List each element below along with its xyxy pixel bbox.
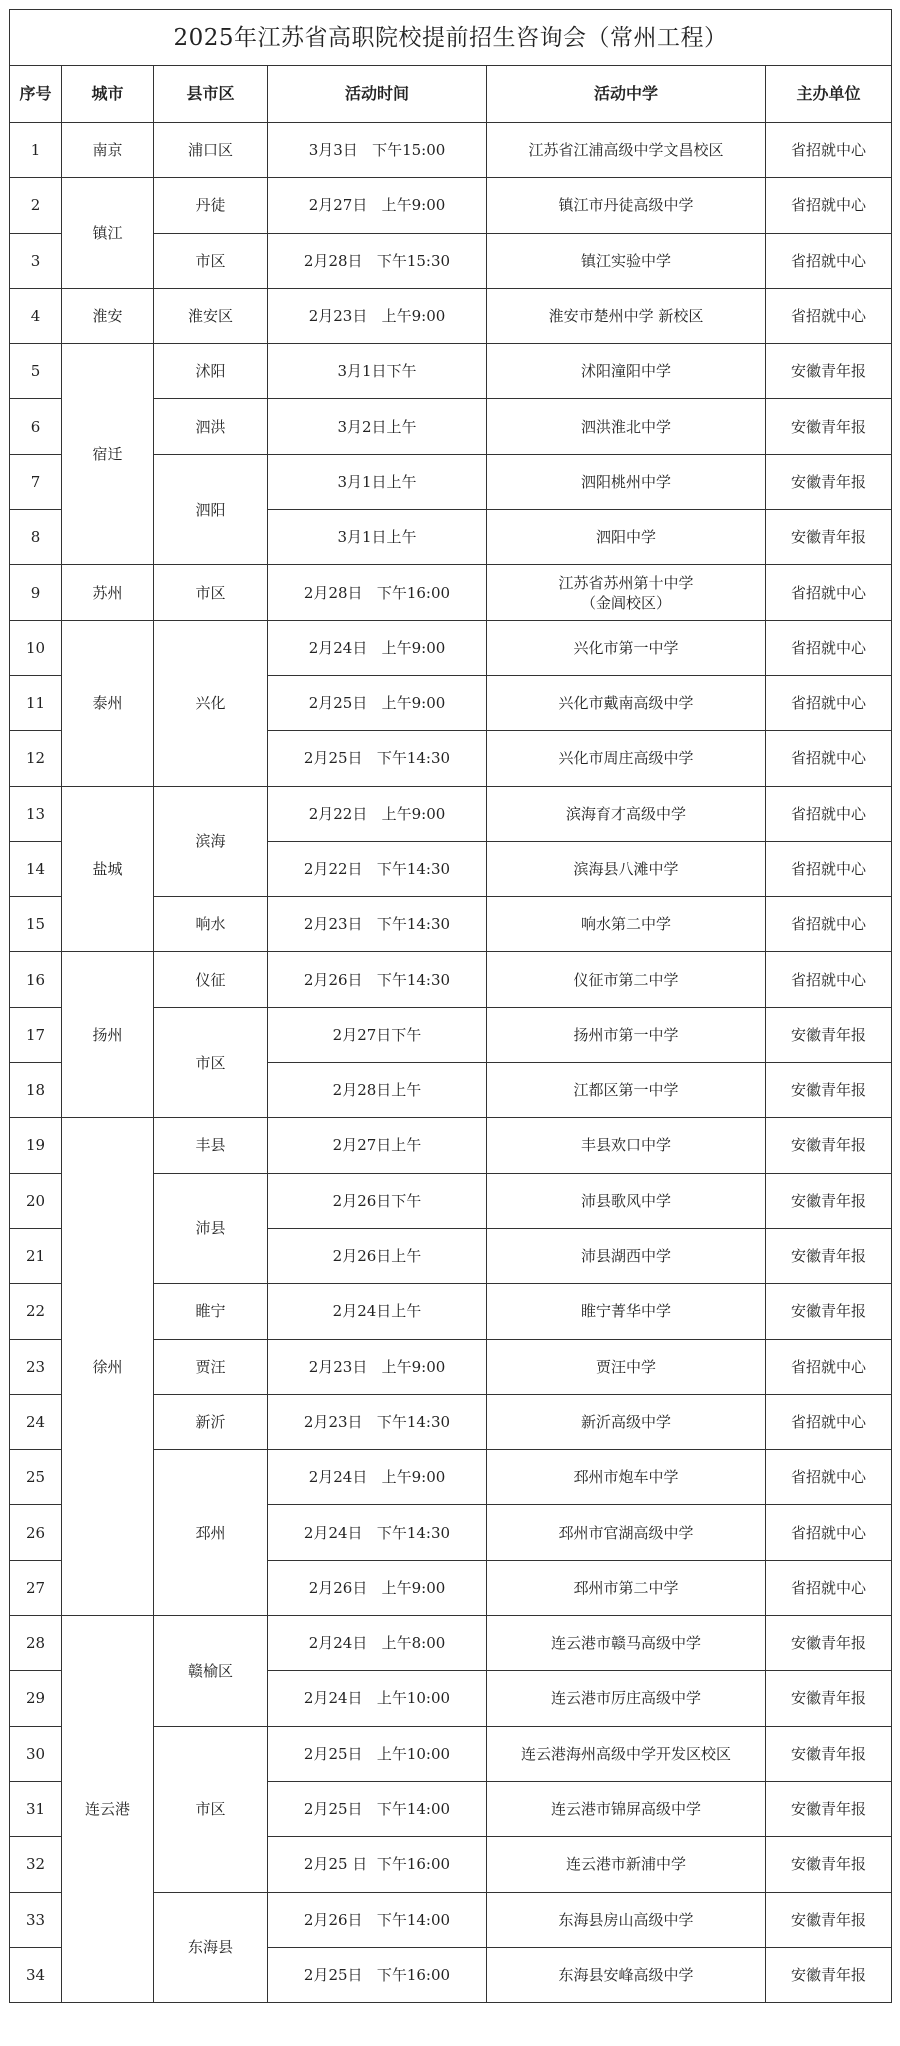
table-row [10, 1616, 892, 1671]
organizer: 省招就中心 [766, 952, 892, 1007]
school-name: 连云港市新浦中学 [487, 1837, 766, 1892]
table-row [10, 288, 892, 343]
school-name: 泗洪淮北中学 [487, 399, 766, 454]
table-row [10, 123, 892, 178]
school-name: 邳州市官湖高级中学 [487, 1505, 766, 1560]
row-number: 7 [10, 454, 62, 509]
organizer: 省招就中心 [766, 841, 892, 896]
school-name: 沭阳潼阳中学 [487, 344, 766, 399]
district-cell: 邳州 [154, 1450, 268, 1616]
district-cell: 淮安区 [154, 288, 268, 343]
table-row [10, 344, 892, 399]
district-cell: 沭阳 [154, 344, 268, 399]
header-time: 活动时间 [268, 66, 487, 123]
activity-time: 2月27日下午 [268, 1007, 487, 1062]
row-number: 26 [10, 1505, 62, 1560]
school-name: 仪征市第二中学 [487, 952, 766, 1007]
school-name: 新沂高级中学 [487, 1394, 766, 1449]
district-cell: 东海县 [154, 1892, 268, 2003]
district-cell: 泗阳 [154, 454, 268, 565]
activity-time: 2月24日 下午14:30 [268, 1505, 487, 1560]
activity-time: 2月25日 上午9:00 [268, 675, 487, 730]
school-name: 沛县湖西中学 [487, 1228, 766, 1283]
district-cell: 市区 [154, 565, 268, 620]
activity-time: 2月23日 下午14:30 [268, 897, 487, 952]
row-number: 24 [10, 1394, 62, 1449]
row-number: 18 [10, 1063, 62, 1118]
school-name: 连云港市赣马高级中学 [487, 1616, 766, 1671]
organizer: 安徽青年报 [766, 1947, 892, 2002]
row-number: 30 [10, 1726, 62, 1781]
school-name: 江苏省江浦高级中学文昌校区 [487, 123, 766, 178]
row-number: 22 [10, 1284, 62, 1339]
district-cell: 浦口区 [154, 123, 268, 178]
district-cell: 响水 [154, 897, 268, 952]
organizer: 省招就中心 [766, 178, 892, 233]
organizer: 省招就中心 [766, 233, 892, 288]
row-number: 23 [10, 1339, 62, 1394]
activity-time: 2月26日下午 [268, 1173, 487, 1228]
row-number: 33 [10, 1892, 62, 1947]
activity-time: 2月24日 上午9:00 [268, 620, 487, 675]
schedule-table [9, 9, 892, 2003]
activity-time: 2月22日 下午14:30 [268, 841, 487, 896]
organizer: 安徽青年报 [766, 1781, 892, 1836]
activity-time: 2月24日 上午8:00 [268, 1616, 487, 1671]
organizer: 省招就中心 [766, 620, 892, 675]
school-name: 睢宁菁华中学 [487, 1284, 766, 1339]
activity-time: 3月1日上午 [268, 454, 487, 509]
activity-time: 3月3日 下午15:00 [268, 123, 487, 178]
row-number: 3 [10, 233, 62, 288]
school-name: 邳州市炮车中学 [487, 1450, 766, 1505]
row-number: 25 [10, 1450, 62, 1505]
district-cell: 丰县 [154, 1118, 268, 1173]
organizer: 安徽青年报 [766, 510, 892, 565]
organizer: 安徽青年报 [766, 1228, 892, 1283]
school-name: 江都区第一中学 [487, 1063, 766, 1118]
header-city: 城市 [62, 66, 154, 123]
row-number: 6 [10, 399, 62, 454]
organizer: 省招就中心 [766, 1394, 892, 1449]
row-number: 20 [10, 1173, 62, 1228]
table-row [10, 1118, 892, 1173]
row-number: 31 [10, 1781, 62, 1836]
organizer: 安徽青年报 [766, 1284, 892, 1339]
activity-time: 2月24日上午 [268, 1284, 487, 1339]
organizer: 省招就中心 [766, 123, 892, 178]
row-number: 5 [10, 344, 62, 399]
organizer: 安徽青年报 [766, 1063, 892, 1118]
district-cell: 兴化 [154, 620, 268, 786]
school-name: 扬州市第一中学 [487, 1007, 766, 1062]
row-number: 21 [10, 1228, 62, 1283]
district-cell: 赣榆区 [154, 1616, 268, 1727]
row-number: 16 [10, 952, 62, 1007]
school-name: 贾汪中学 [487, 1339, 766, 1394]
district-cell: 市区 [154, 1007, 268, 1118]
row-number: 4 [10, 288, 62, 343]
row-number: 32 [10, 1837, 62, 1892]
activity-time: 2月28日上午 [268, 1063, 487, 1118]
activity-time: 3月2日上午 [268, 399, 487, 454]
organizer: 安徽青年报 [766, 1007, 892, 1062]
activity-time: 2月26日上午 [268, 1228, 487, 1283]
organizer: 安徽青年报 [766, 1892, 892, 1947]
city-cell: 南京 [62, 123, 154, 178]
row-number: 19 [10, 1118, 62, 1173]
activity-time: 3月1日上午 [268, 510, 487, 565]
district-cell: 滨海 [154, 786, 268, 897]
activity-time: 2月23日 下午14:30 [268, 1394, 487, 1449]
organizer: 省招就中心 [766, 786, 892, 841]
school-name: 镇江实验中学 [487, 233, 766, 288]
activity-time: 2月23日 上午9:00 [268, 1339, 487, 1394]
organizer: 省招就中心 [766, 1505, 892, 1560]
school-name: 淮安市楚州中学 新校区 [487, 288, 766, 343]
district-cell: 市区 [154, 233, 268, 288]
table-body [10, 123, 892, 2003]
district-cell: 贾汪 [154, 1339, 268, 1394]
city-cell: 镇江 [62, 178, 154, 289]
city-cell: 淮安 [62, 288, 154, 343]
activity-time: 2月25日 下午16:00 [268, 1947, 487, 2002]
organizer: 安徽青年报 [766, 1671, 892, 1726]
city-cell: 宿迁 [62, 344, 154, 565]
header-school: 活动中学 [487, 66, 766, 123]
activity-time: 2月26日 上午9:00 [268, 1560, 487, 1615]
header-seq: 序号 [10, 66, 62, 123]
school-name: 兴化市第一中学 [487, 620, 766, 675]
district-cell: 丹徒 [154, 178, 268, 233]
school-name: 响水第二中学 [487, 897, 766, 952]
row-number: 12 [10, 731, 62, 786]
row-number: 15 [10, 897, 62, 952]
activity-time: 2月24日 上午10:00 [268, 1671, 487, 1726]
school-name: 连云港海州高级中学开发区校区 [487, 1726, 766, 1781]
activity-time: 2月28日 下午15:30 [268, 233, 487, 288]
row-number: 29 [10, 1671, 62, 1726]
activity-time: 2月25日 下午14:00 [268, 1781, 487, 1836]
city-cell: 扬州 [62, 952, 154, 1118]
city-cell: 徐州 [62, 1118, 154, 1616]
organizer: 省招就中心 [766, 565, 892, 620]
organizer: 安徽青年报 [766, 1726, 892, 1781]
organizer: 省招就中心 [766, 897, 892, 952]
organizer: 安徽青年报 [766, 1616, 892, 1671]
table-title: 2025年江苏省高职院校提前招生咨询会（常州工程） [10, 10, 892, 66]
school-name: 镇江市丹徒高级中学 [487, 178, 766, 233]
activity-time: 2月27日 上午9:00 [268, 178, 487, 233]
organizer: 省招就中心 [766, 1560, 892, 1615]
city-cell: 苏州 [62, 565, 154, 620]
district-cell: 新沂 [154, 1394, 268, 1449]
school-name: 泗阳桃州中学 [487, 454, 766, 509]
city-cell: 连云港 [62, 1616, 154, 2003]
organizer: 安徽青年报 [766, 1173, 892, 1228]
city-cell: 泰州 [62, 620, 154, 786]
row-number: 11 [10, 675, 62, 730]
school-name: 滨海育才高级中学 [487, 786, 766, 841]
activity-time: 2月25日 上午10:00 [268, 1726, 487, 1781]
header-organizer: 主办单位 [766, 66, 892, 123]
row-number: 17 [10, 1007, 62, 1062]
organizer: 安徽青年报 [766, 399, 892, 454]
school-name: 泗阳中学 [487, 510, 766, 565]
header-district: 县市区 [154, 66, 268, 123]
district-cell: 睢宁 [154, 1284, 268, 1339]
organizer: 省招就中心 [766, 675, 892, 730]
organizer: 省招就中心 [766, 288, 892, 343]
school-name: 沛县歌风中学 [487, 1173, 766, 1228]
row-number: 28 [10, 1616, 62, 1671]
table-row [10, 786, 892, 841]
activity-time: 2月25 日 下午16:00 [268, 1837, 487, 1892]
organizer: 省招就中心 [766, 731, 892, 786]
table-row [10, 178, 892, 233]
school-name: 江苏省苏州第十中学 （金阊校区） [487, 565, 766, 620]
school-name: 兴化市周庄高级中学 [487, 731, 766, 786]
district-cell: 市区 [154, 1726, 268, 1892]
school-name: 滨海县八滩中学 [487, 841, 766, 896]
school-name: 丰县欢口中学 [487, 1118, 766, 1173]
activity-time: 2月22日 上午9:00 [268, 786, 487, 841]
activity-time: 2月24日 上午9:00 [268, 1450, 487, 1505]
school-name: 兴化市戴南高级中学 [487, 675, 766, 730]
activity-time: 2月28日 下午16:00 [268, 565, 487, 620]
row-number: 10 [10, 620, 62, 675]
row-number: 2 [10, 178, 62, 233]
row-number: 14 [10, 841, 62, 896]
organizer: 安徽青年报 [766, 1837, 892, 1892]
activity-time: 2月27日上午 [268, 1118, 487, 1173]
activity-time: 2月25日 下午14:30 [268, 731, 487, 786]
row-number: 9 [10, 565, 62, 620]
district-cell: 泗洪 [154, 399, 268, 454]
table-row [10, 952, 892, 1007]
activity-time: 2月23日 上午9:00 [268, 288, 487, 343]
city-cell: 盐城 [62, 786, 154, 952]
table-row [10, 565, 892, 620]
school-name: 东海县房山高级中学 [487, 1892, 766, 1947]
school-name: 连云港市锦屏高级中学 [487, 1781, 766, 1836]
activity-time: 3月1日下午 [268, 344, 487, 399]
school-name: 东海县安峰高级中学 [487, 1947, 766, 2002]
row-number: 13 [10, 786, 62, 841]
organizer: 安徽青年报 [766, 1118, 892, 1173]
table-row [10, 620, 892, 675]
district-cell: 沛县 [154, 1173, 268, 1284]
row-number: 8 [10, 510, 62, 565]
activity-time: 2月26日 下午14:00 [268, 1892, 487, 1947]
organizer: 安徽青年报 [766, 344, 892, 399]
row-number: 1 [10, 123, 62, 178]
organizer: 省招就中心 [766, 1450, 892, 1505]
organizer: 安徽青年报 [766, 454, 892, 509]
school-name: 连云港市厉庄高级中学 [487, 1671, 766, 1726]
school-name: 邳州市第二中学 [487, 1560, 766, 1615]
activity-time: 2月26日 下午14:30 [268, 952, 487, 1007]
organizer: 省招就中心 [766, 1339, 892, 1394]
row-number: 27 [10, 1560, 62, 1615]
district-cell: 仪征 [154, 952, 268, 1007]
row-number: 34 [10, 1947, 62, 2002]
